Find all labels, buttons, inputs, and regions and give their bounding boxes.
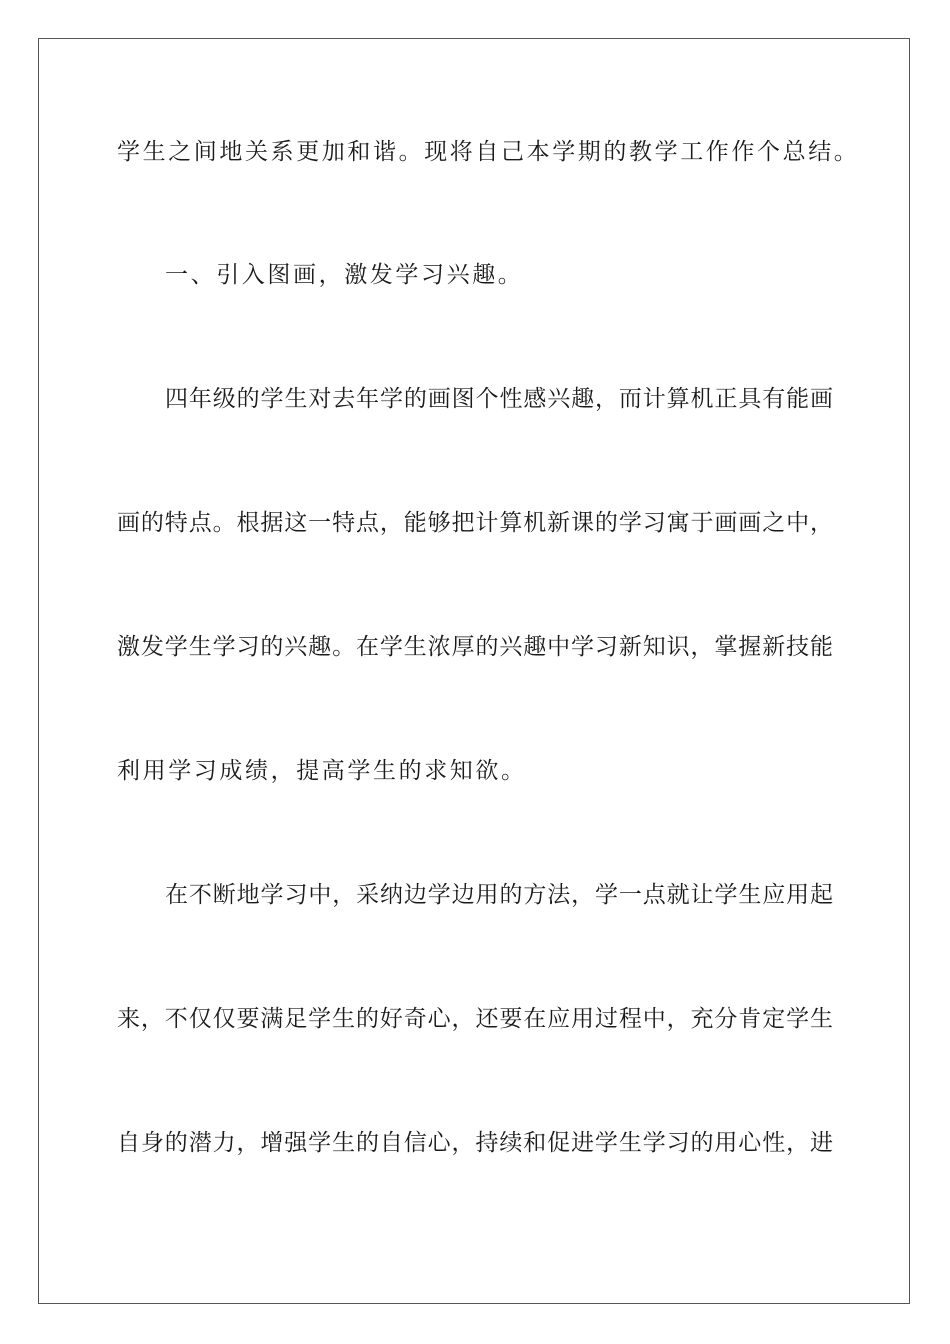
paragraph-line: 利用学习成绩，提高学生的求知欲。	[117, 758, 527, 784]
page-border	[38, 38, 910, 1304]
paragraph-line: 自身的潜力，增强学生的自信心，持续和促进学生学习的用心性，进	[117, 1130, 833, 1156]
paragraph-line: 来，不仅仅要满足学生的好奇心，还要在应用过程中，充分肯定学生	[117, 1006, 833, 1032]
paragraph-line: 四年级的学生对去年学的画图个性感兴趣，而计算机正具有能画	[165, 386, 833, 412]
paragraph-line: 学生之间地关系更加和谐。现将自己本学期的教学工作作个总结。	[117, 139, 860, 165]
paragraph-line: 激发学生学习的兴趣。在学生浓厚的兴趣中学习新知识，掌握新技能	[117, 634, 833, 660]
paragraph-line: 在不断地学习中，采纳边学边用的方法，学一点就让学生应用起	[165, 882, 833, 908]
paragraph-line: 画的特点。根据这一特点，能够把计算机新课的学习寓于画画之中，	[117, 510, 833, 536]
section-heading: 一、引入图画，激发学习兴趣。	[165, 262, 524, 288]
